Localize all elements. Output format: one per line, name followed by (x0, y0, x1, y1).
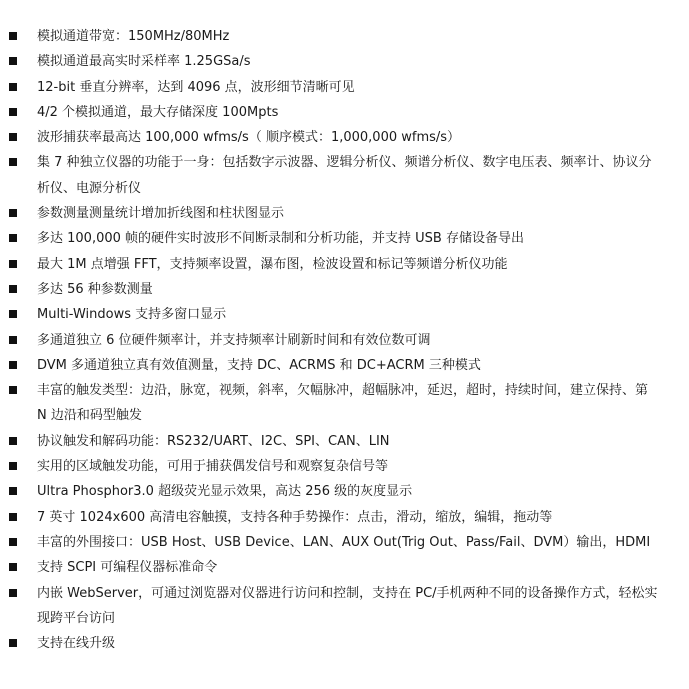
list-item-text: Multi-Windows 支持多窗口显示 (37, 307, 227, 323)
square-bullet-icon (9, 133, 17, 141)
list-item-text: 12-bit 垂直分辨率，达到 4096 点，波形细节清晰可见 (37, 79, 355, 95)
list-item-text: 模拟通道最高实时采样率 1.25GSa/s (37, 54, 251, 70)
square-bullet-icon (9, 158, 17, 166)
list-item (0, 201, 689, 226)
list-item (0, 226, 689, 251)
square-bullet-icon (9, 83, 17, 91)
list-item-text: 波形捕获率最高达 100,000 wfms/s（ 顺序模式：1,000,000 wfms/s） (37, 130, 461, 146)
square-bullet-icon (9, 563, 17, 571)
list-item (0, 150, 689, 201)
square-bullet-icon (9, 639, 17, 647)
square-bullet-icon (9, 487, 17, 495)
list-item (0, 125, 689, 150)
list-item (0, 75, 689, 100)
square-bullet-icon (9, 386, 17, 394)
list-item-text: 参数测量测量统计增加折线图和柱状图显示 (37, 206, 285, 222)
list-item (0, 24, 689, 49)
list-item-text: 支持 SCPI 可编程仪器标准命令 (37, 560, 218, 576)
list-item (0, 429, 689, 454)
list-item-text: 实用的区域触发功能，可用于捕获偶发信号和观察复杂信号等 (37, 459, 389, 475)
list-item-text: 模拟通道带宽：150MHz/80MHz (37, 29, 230, 44)
list-item-text: DVM 多通道独立真有效值测量，支持 DC、ACRMS 和 DC+ACRM 三种模式 (37, 357, 481, 373)
list-item (0, 631, 689, 656)
square-bullet-icon (9, 462, 17, 470)
list-item (0, 505, 689, 530)
list-item-text: 丰富的触发类型：边沿，脉宽，视频，斜率，欠幅脉冲，超幅脉冲，延迟，超时，持续时间，建立保持、第 N 边沿和码型触发 (37, 383, 649, 424)
list-item-text: 集 7 种独立仪器的功能于一身：包括数字示波器、逻辑分析仪、频谱分析仪、数字电压表、频率计、协议分析仪、电源分析仪 (37, 155, 652, 196)
square-bullet-icon (9, 209, 17, 217)
square-bullet-icon (9, 513, 17, 521)
square-bullet-icon (9, 437, 17, 445)
list-item (0, 479, 689, 504)
square-bullet-icon (9, 538, 17, 546)
list-item (0, 581, 689, 632)
square-bullet-icon (9, 336, 17, 344)
list-item (0, 555, 689, 580)
square-bullet-icon (9, 310, 17, 318)
list-item (0, 353, 689, 378)
list-item-text: 多达 100,000 帧的硬件实时波形不间断录制和分析功能，并支持 USB 存储设备导出 (37, 231, 524, 247)
list-item-text: 多达 56 种参数测量 (37, 281, 153, 297)
list-item-text: 支持在线升级 (37, 636, 116, 652)
square-bullet-icon (9, 57, 17, 65)
list-item (0, 100, 689, 125)
list-item (0, 530, 689, 555)
square-bullet-icon (9, 32, 17, 40)
list-item-text: 协议触发和解码功能：RS232/UART、I2C、SPI、CAN、LIN (37, 433, 390, 449)
list-item-text: Ultra Phosphor3.0 超级荧光显示效果，高达 256 级的灰度显示 (37, 484, 413, 500)
square-bullet-icon (9, 260, 17, 268)
square-bullet-icon (9, 108, 17, 116)
square-bullet-icon (9, 589, 17, 597)
list-item (0, 378, 689, 429)
square-bullet-icon (9, 361, 17, 369)
list-item (0, 277, 689, 302)
list-item-text: 多通道独立 6 位硬件频率计，并支持频率计刷新时间和有效位数可调 (37, 332, 431, 348)
list-item (0, 49, 689, 74)
list-item (0, 302, 689, 327)
list-item-text: 内嵌 WebServer，可通过浏览器对仪器进行访问和控制，支持在 PC/手机两种不同的设备操作方式，轻松实现跨平台访问 (37, 585, 658, 626)
square-bullet-icon (9, 285, 17, 293)
feature-list (0, 24, 689, 656)
list-item-text: 7 英寸 1024x600 高清电容触摸，支持各种手势操作：点击，滑动，缩放，编辑，拖动等 (37, 509, 553, 525)
square-bullet-icon (9, 234, 17, 242)
list-item (0, 454, 689, 479)
list-item-text: 4/2 个模拟通道，最大存储深度 100Mpts (37, 104, 279, 120)
list-item-text: 最大 1M 点增强 FFT，支持频率设置，瀑布图，检波设置和标记等频谱分析仪功能 (37, 256, 508, 272)
list-item (0, 252, 689, 277)
list-item (0, 328, 689, 353)
list-item-text: 丰富的外围接口：USB Host、USB Device、LAN、AUX Out(Trig Out、Pass/Fail、DVM）输出，HDMI (37, 534, 651, 550)
